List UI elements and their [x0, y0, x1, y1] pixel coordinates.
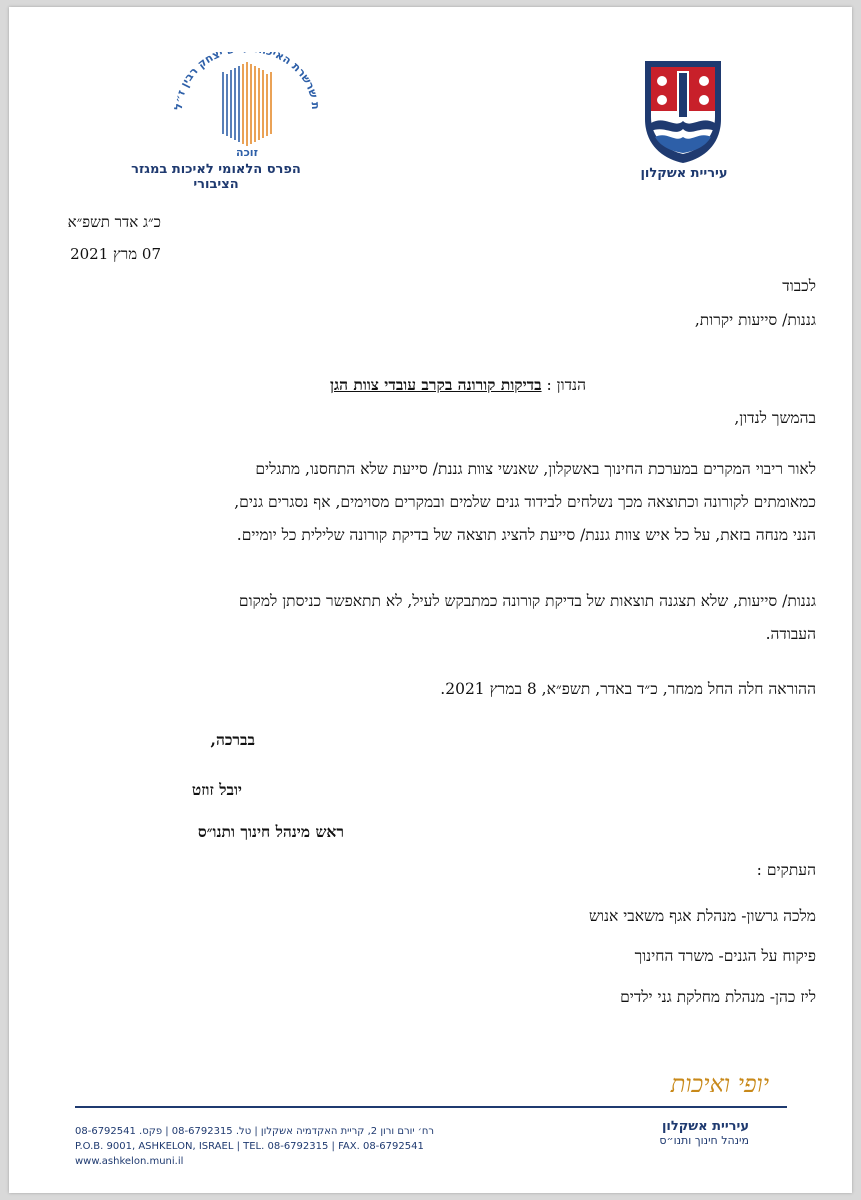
footer-city-block [629, 1119, 749, 1147]
gregorian-date: 07 מרץ 2021 [70, 245, 161, 263]
subject-prefix: הנדון : [546, 376, 586, 394]
slogan: יופי ואיכות [670, 1070, 769, 1098]
paragraph-1-line-3: הנני מנחה בזאת, על כל איש צוות גננת/ סייעת להציג תוצאה של בדיקת קורונה שלילית כל יומיים. [236, 526, 816, 544]
paragraph-1-line-2: כמאומתים לקורונה וכתוצאה מכך נשלחים לבידוד גנים שלמים ובמקרים מסוימים, אף נסגרים גנים, [234, 493, 816, 511]
prize-ring-text: ת שרשרת האי יצחק רבין ז״ל [171, 52, 323, 111]
prize-center-word: זוכה [236, 146, 258, 159]
footer-address-english: P.O.B. 9001, ASHKELON, ISRAEL | TEL. 08-6792315 | FAX. 08-6792541 [75, 1141, 424, 1152]
paragraph-1 [66, 453, 816, 552]
subject-text: בדיקות קורונה בקרב עובדי צוות הגן [330, 375, 542, 394]
letter-page [9, 7, 852, 1193]
footer-city-name: עיריית אשקלון [661, 1119, 749, 1134]
paragraph-3: ההוראה חלה החל ממחר, כ״ד באדר, תשפ״א, 8 במרץ 2021. [440, 680, 816, 698]
paragraph-1-line-1: לאור ריבוי המקרים במערכת החינוך באשקלון, שאנשי צוות גננת/ סייעת שלא התחסנו, מתגלים [255, 460, 816, 478]
paragraph-2-line-2: העבודה. [765, 625, 816, 643]
opening-line: בהמשך לנדון, [734, 409, 816, 427]
city-name: עיריית אשקלון [640, 166, 728, 181]
copy-recipient: פיקוח על הגנים- משרד החינוך [634, 947, 816, 965]
signature-title: ראש מינהל חינוך ותנו״ס [197, 822, 344, 841]
copies-label: העתקים : [756, 861, 816, 879]
footer-address [75, 1124, 435, 1169]
copy-recipient: ליז כהן- מנהלת מחלקת גני ילדים [620, 988, 816, 1006]
signature-name: יובל זוזט [191, 780, 242, 799]
addressee-line1: לכבוד [782, 277, 816, 295]
hebrew-date: כ״ג אדר תשפ״א [67, 213, 161, 231]
paragraph-2 [66, 585, 816, 651]
addressee-line2: גננות/ סייעות יקרות, [694, 311, 816, 329]
ashkelon-emblem [641, 57, 725, 165]
subject-line [109, 375, 586, 395]
paragraph-2-line-1: גננות/ סייעות, שלא תצגנה תוצאות של בדיקת קורונה כמתבקש לעיל, לא תתאפשר כניסתן למקום [238, 592, 816, 610]
signature-greeting: בברכה, [210, 730, 255, 749]
footer-website: www.ashkelon.muni.il [75, 1156, 184, 1167]
prize-caption: הפרס הלאומי לאיכות במגזר הציבורי [131, 162, 301, 192]
copy-recipient: מלכה גרשון- מנהלת אגף משאבי אנוש [589, 907, 816, 925]
footer-department: מינהל חינוך ותנו״ס [659, 1134, 749, 1147]
footer-address-hebrew: רח׳ יורם ורון 2, קריית האקדמיה אשקלון | טל. 08-6792315 | פקס. 08-6792541 [75, 1126, 435, 1137]
footer-divider [75, 1106, 787, 1108]
